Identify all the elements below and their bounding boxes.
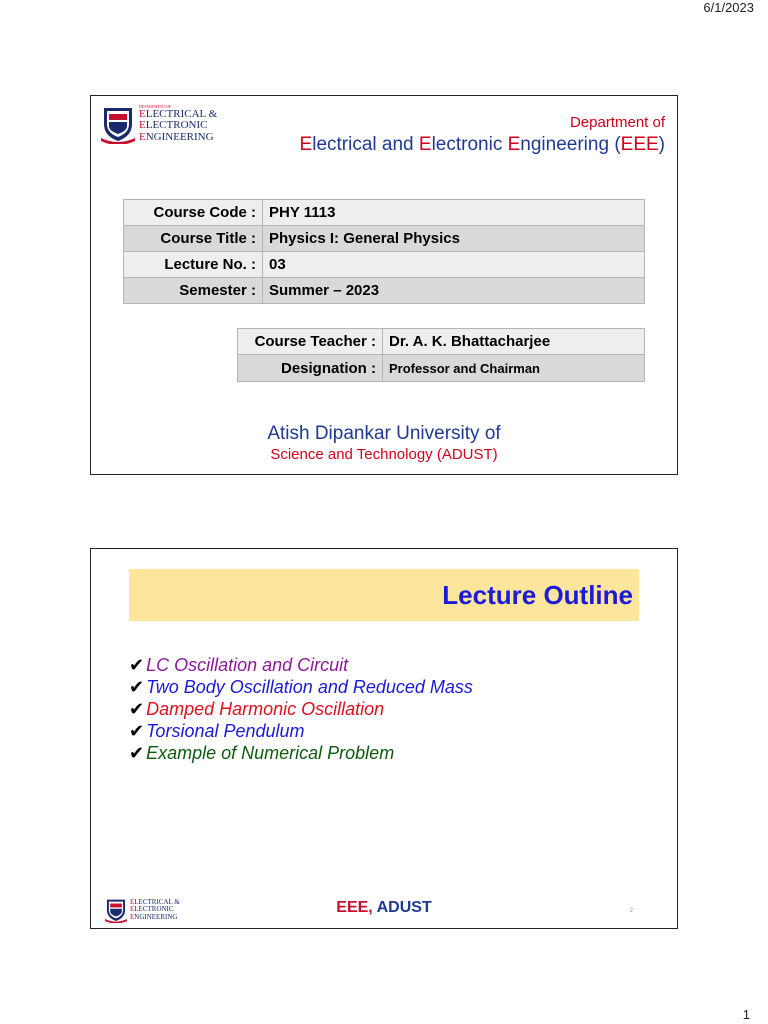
table-row (238, 355, 645, 382)
check-icon: ✔ (129, 721, 145, 742)
table-row (124, 200, 645, 226)
table-row (124, 278, 645, 304)
logo-line-1: ELECTRICAL & (139, 107, 218, 120)
course-teacher-label: Course Teacher : (238, 329, 383, 355)
logo-line-0: DEPARTMENT OF (139, 103, 172, 109)
course-info-table (123, 199, 645, 304)
table-row (238, 329, 645, 355)
designation-label: Designation : (238, 355, 383, 382)
outline-list (129, 654, 473, 764)
university-name-line2: Science and Technology (ADUST) (270, 446, 498, 463)
slide-lecture-outline (90, 548, 678, 929)
logo-line-1: ELECTRICAL & (130, 897, 180, 906)
department-crest-icon (101, 104, 135, 144)
list-item: ✔ LC Oscillation and Circuit (129, 655, 349, 676)
course-code-label: Course Code : (124, 200, 263, 226)
slide-title: Lecture Outline (442, 580, 633, 610)
course-title-label: Course Title : (124, 226, 263, 252)
course-title-value: Physics I: General Physics (263, 226, 645, 252)
department-name: Electrical and Electronic Engineering (EEE) (299, 134, 665, 155)
logo-line-3: ENGINEERING (130, 912, 178, 921)
logo-line-2: ELECTRONIC (130, 905, 174, 914)
lecture-no-value: 03 (263, 252, 645, 278)
page-date: 6/1/2023 (703, 0, 754, 15)
title-banner (129, 569, 639, 621)
check-icon: ✔ (129, 743, 145, 764)
list-item: ✔ Damped Harmonic Oscillation (129, 699, 385, 720)
page-number: 1 (742, 1007, 750, 1022)
course-teacher-value: Dr. A. K. Bhattacharjee (383, 329, 645, 355)
slide-footer: EEE, ADUST (336, 899, 432, 916)
lecture-no-label: Lecture No. : (124, 252, 263, 278)
semester-value: Summer – 2023 (263, 278, 645, 304)
semester-label: Semester : (124, 278, 263, 304)
check-icon: ✔ (129, 699, 145, 720)
logo-line-2: ELECTRONIC (139, 119, 208, 132)
check-icon: ✔ (129, 677, 145, 698)
department-logo (101, 104, 217, 144)
slide-number: 2 (629, 908, 633, 914)
table-row (124, 252, 645, 278)
slide-title-card (90, 95, 678, 475)
list-item: ✔ Example of Numerical Problem (129, 743, 395, 764)
list-item: ✔ Torsional Pendulum (129, 721, 305, 742)
teacher-info-table (237, 328, 645, 382)
designation-value: Professor and Chairman (383, 355, 645, 382)
table-row (124, 226, 645, 252)
check-icon: ✔ (129, 655, 145, 676)
list-item: ✔ Two Body Oscillation and Reduced Mass (129, 677, 473, 698)
university-name-line1: Atish Dipankar University of (267, 423, 501, 444)
course-code-value: PHY 1113 (263, 200, 645, 226)
logo-line-3: ENGINEERING (139, 130, 214, 143)
department-label: Department of (569, 114, 665, 131)
